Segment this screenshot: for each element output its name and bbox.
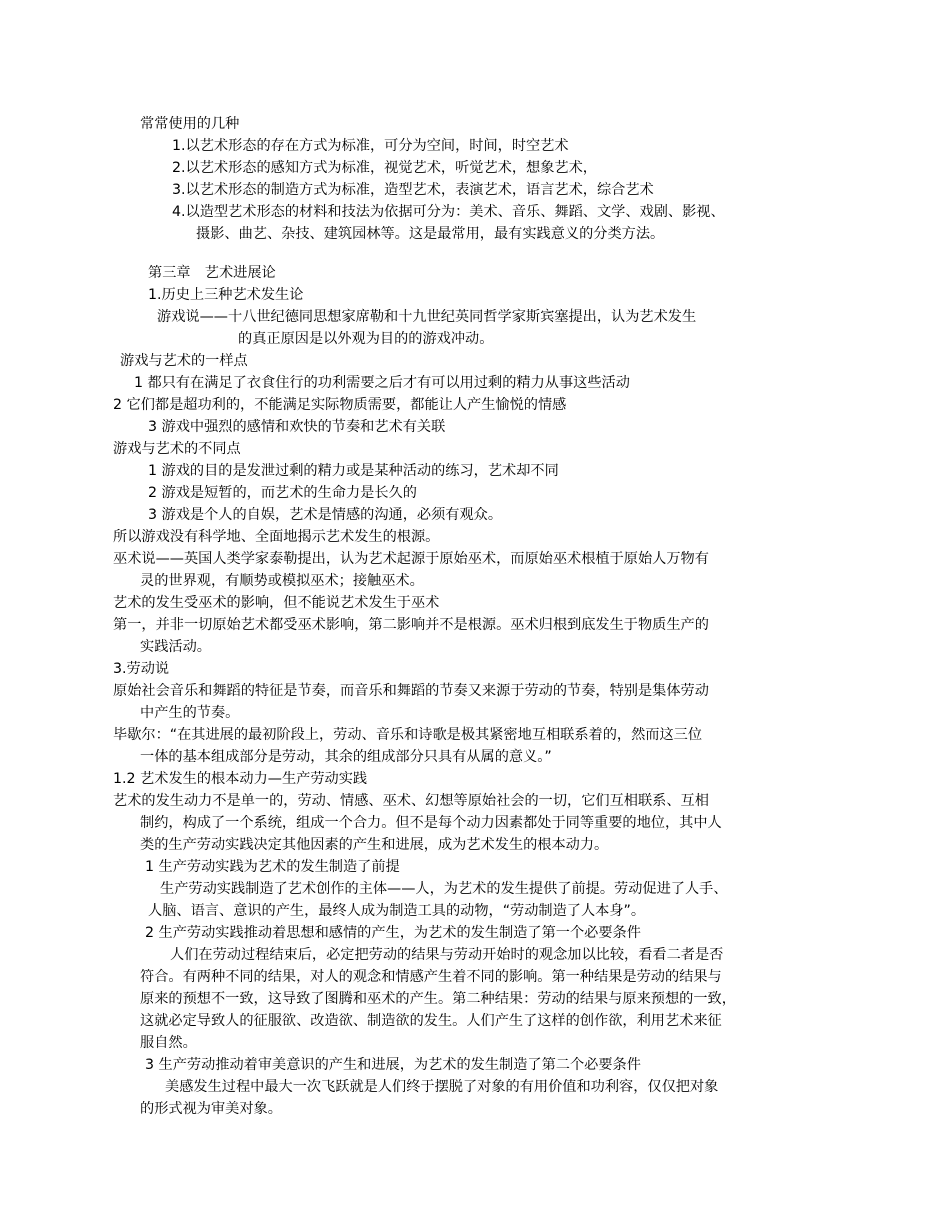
text-line: 3.劳动说	[113, 661, 170, 677]
text-line: 生产劳动实践制造了艺术创作的主体——人，为艺术的发生提供了前提。劳动促进了人手、	[160, 881, 728, 897]
text-line: 第一，并非一切原始艺术都受巫术影响，第二影响并不是根源。巫术归根到底发生于物质生产的	[113, 617, 709, 633]
text-line: 2 游戏是短暂的，而艺术的生命力是长久的	[148, 485, 417, 501]
text-line: 灵的世界观，有顺势或模拟巫术；接触巫术。	[140, 573, 424, 589]
text-line: 2.以艺术形态的感知方式为标准，视觉艺术，听觉艺术，想象艺术，	[172, 160, 597, 176]
text-line: 的形式视为审美对象。	[140, 1101, 282, 1117]
text-line: 1.以艺术形态的存在方式为标准，可分为空间，时间，时空艺术	[172, 138, 569, 154]
text-line: 2 生产劳动实践推动着思想和感情的产生，为艺术的发生制造了第一个必要条件	[145, 925, 641, 941]
text-line: 游戏与艺术的不同点	[113, 441, 241, 457]
text-line: 符合。有两种不同的结果，对人的观念和情感产生着不同的影响。第一种结果是劳动的结果与	[140, 969, 722, 985]
text-line: 一体的基本组成部分是劳动，其余的组成部分只具有从属的意义。”	[140, 749, 552, 765]
text-line: 巫术说——英国人类学家泰勒提出，认为艺术起源于原始巫术，而原始巫术根植于原始人万物有	[113, 551, 709, 567]
text-line: 美感发生过程中最大一次飞跃就是人们终于摆脱了对象的有用价值和功利容，仅仅把对象	[165, 1079, 719, 1095]
text-line: 这就必定导致人的征服欲、改造欲、制造欲的发生。人们产生了这样的创作欲，利用艺术来征	[140, 1013, 722, 1029]
text-line: 1 生产劳动实践为艺术的发生制造了前提	[145, 859, 400, 875]
text-line: 3 游戏中强烈的感情和欢快的节奏和艺术有关联	[148, 419, 446, 435]
text-line: 1.历史上三种艺术发生论	[148, 287, 304, 303]
text-line: 原始社会音乐和舞蹈的特征是节奏，而音乐和舞蹈的节奏又来源于劳动的节奏，特别是集体劳动	[113, 683, 709, 699]
text-line: 常常使用的几种	[140, 116, 240, 132]
text-line: 游戏与艺术的一样点	[120, 353, 248, 369]
chapter-title: 第三章 艺术进展论	[148, 265, 276, 281]
text-line: 制约，构成了一个系统，组成一个合力。但不是每个动力因素都处于同等重要的地位，其中人	[140, 815, 722, 831]
text-line: 2 它们都是超功利的，不能满足实际物质需要，都能让人产生愉悦的情感	[113, 397, 567, 413]
text-line: 3.以艺术形态的制造方式为标准，造型艺术，表演艺术，语言艺术，综合艺术	[172, 182, 654, 198]
text-line: 的真正原因是以外观为目的的游戏冲动。	[238, 331, 494, 347]
text-line: 毕歇尔：“在其进展的最初阶段上，劳动、音乐和诗歌是极其紧密地互相联系着的，然而这三位	[113, 727, 703, 743]
text-line: 4.以造型艺术形态的材料和技法为依据可分为：美术、音乐、舞蹈、文学、戏剧、影视、	[172, 204, 725, 220]
text-line: 服自然。	[140, 1035, 197, 1051]
text-line: 中产生的节奏。	[140, 705, 240, 721]
text-line: 类的生产劳动实践决定其他因素的产生和进展，成为艺术发生的根本动力。	[140, 837, 609, 853]
text-line: 3 游戏是个人的自娱，艺术是情感的沟通，必须有观众。	[148, 507, 503, 523]
text-line: 摄影、曲艺、杂技、建筑园林等。这是最常用，最有实践意义的分类方法。	[196, 226, 665, 242]
text-line: 原来的预想不一致，这导致了图腾和巫术的产生。第二种结果：劳动的结果与原来预想的一致，	[140, 991, 736, 1007]
text-line: 1 都只有在满足了衣食住行的功利需要之后才有可以用过剩的精力从事这些活动	[134, 375, 630, 391]
text-line: 人脑、语言、意识的产生，最终人成为制造工具的动物，“劳动制造了人本身”。	[148, 903, 646, 919]
text-line: 游戏说——十八世纪德同思想家席勒和十九世纪英同哲学家斯宾塞提出，认为艺术发生	[157, 309, 697, 325]
text-line: 实践活动。	[140, 639, 211, 655]
text-line: 3 生产劳动推动着审美意识的产生和进展，为艺术的发生制造了第二个必要条件	[145, 1057, 641, 1073]
text-line: 1 游戏的目的是发泄过剩的精力或是某种活动的练习，艺术却不同	[148, 463, 559, 479]
text-line: 艺术的发生动力不是单一的，劳动、情感、巫术、幻想等原始社会的一切，它们互相联系、互相	[113, 793, 709, 809]
text-line: 1.2 艺术发生的根本动力—生产劳动实践	[113, 771, 368, 787]
text-line: 所以游戏没有科学地、全面地揭示艺术发生的根源。	[113, 529, 440, 545]
text-line: 人们在劳动过程结束后，必定把劳动的结果与劳动开始时的观念加以比较，看看二者是否	[170, 947, 724, 963]
text-line: 艺术的发生受巫术的影响，但不能说艺术发生于巫术	[113, 595, 440, 611]
